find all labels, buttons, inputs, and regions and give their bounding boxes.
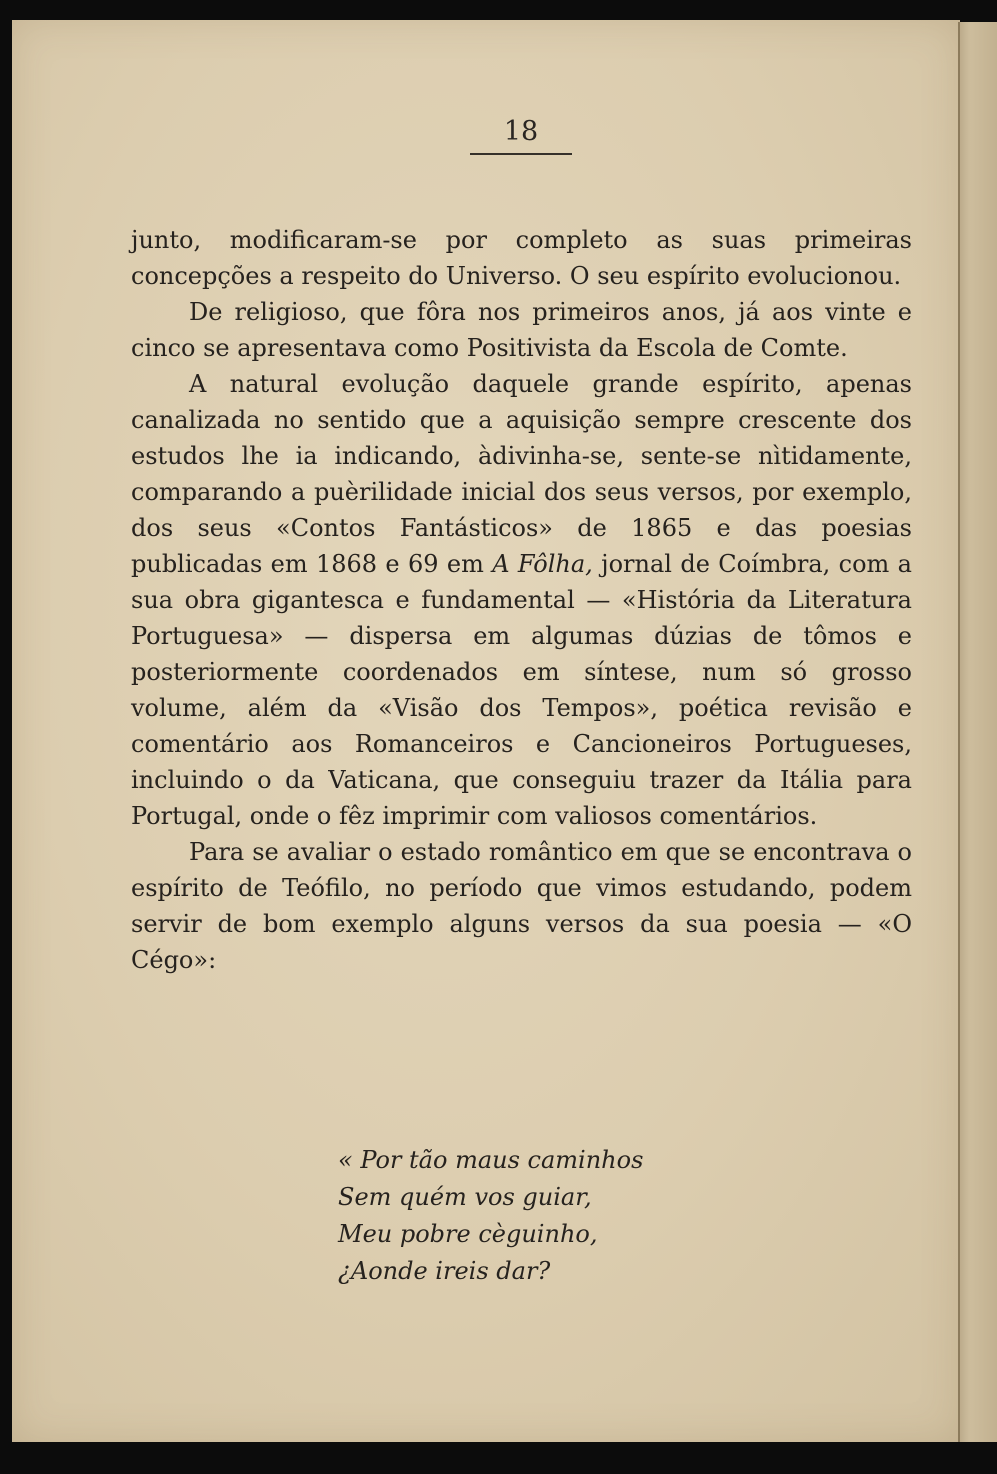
verse-line-1: « Por tão maus caminhos [338, 1146, 644, 1174]
paragraph-3 [131, 366, 912, 834]
paragraph-3-text: A natural evolução daquele grande espírito, apenas canalizada no sentido que a aquisição sempre crescente dos estudos lhe ia indicando, àdivinha-se, sente-se nìtidamente, comparando a puèrilidade inicial dos seus versos, por exemplo, dos seus «Contos Fantásticos» de 1865 e das poesias publicadas em 1868 e 69 em [131, 370, 912, 578]
scan-border-left [0, 0, 12, 1474]
verse-line-4: ¿Aonde ireis dar? [338, 1257, 551, 1285]
paragraph-2: De religioso, que fôra nos primeiros anos, já aos vinte e cinco se apresentava como Positivista da Escola de Comte. [131, 298, 912, 362]
page-number: 18 [503, 116, 539, 147]
verse-line-2: Sem quém vos guiar, [338, 1183, 592, 1211]
page-number-rule [470, 153, 572, 155]
paragraph-1: junto, modificaram-se por completo as suas primeiras concepções a respeito do Universo. O seu espírito evolucionou. [131, 226, 912, 290]
scan-border-bottom [0, 1440, 997, 1474]
newspaper-title: A Fôlha, [492, 550, 593, 578]
verse-line-3: Meu pobre cèguinho, [338, 1220, 598, 1248]
page-edge-line [958, 22, 960, 1442]
page-edge [958, 22, 997, 1442]
body-text [131, 222, 912, 978]
verse-block [338, 1142, 758, 1290]
paragraph-3-continuation: jornal de Coímbra, com a sua obra gigantesca e fundamental — «História da Literatura Portuguesa» — dispersa em algumas dúzias de tômos e posteriormente coordenados em síntese, num só grosso volume, além da «Visão dos Tempos», poética revisão e comentário aos Romanceiros e Cancioneiros Portugueses, incluindo o da Vaticana, que conseguiu trazer da Itália para Portugal, onde o fêz imprimir com valiosos comentários. [131, 550, 912, 830]
paragraph-4: Para se avaliar o estado romântico em que se encontrava o espírito de Teófilo, no período que vimos estudando, podem servir de bom exemplo alguns versos da sua poesia — «O Cégo»: [131, 838, 912, 974]
scan-border-top [0, 0, 997, 22]
